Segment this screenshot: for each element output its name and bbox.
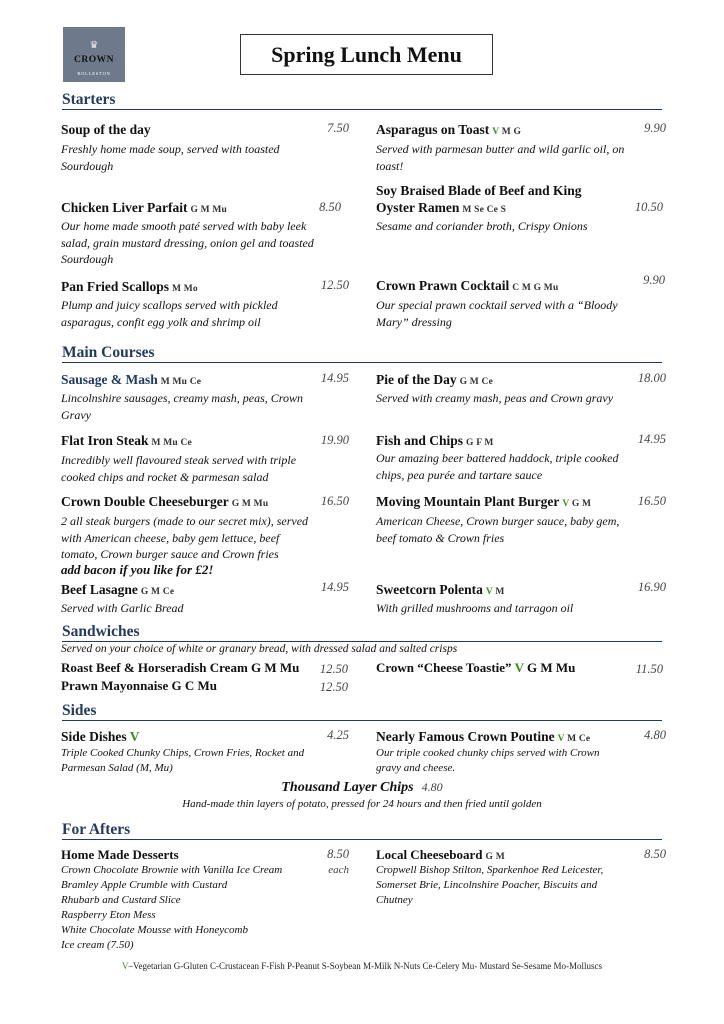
dish-description: Our triple cooked chunky chips served with Crown gravy and cheese. [376,747,600,774]
dish-description: Incredibly well flavoured steak served with triple cooked chips and rocket & parmesan salad [61,453,297,484]
dish-description: Freshly home made soup, served with toasted Sourdough [61,142,280,173]
dish-description: Our amazing beer battered haddock, triple cooked chips, pea purée and tartare sauce [376,451,619,482]
dish-name: Prawn Mayonnaise G C Mu [61,678,217,693]
dish-description: American Cheese, Crown burger sauce, baby gem, beef tomato & Crown fries [376,514,620,545]
dish-name: Pan Fried Scallops M Mo [61,279,198,294]
dish-name: Sausage & Mash M Mu Ce [61,372,202,387]
dish-name: Sweetcorn Polenta V M [376,582,505,597]
dish-price: 16.90 [637,580,666,594]
dish-price: 12.50 [319,680,348,694]
dish-price: 12.50 [320,278,349,292]
dish-name: Asparagus on Toast V M G [376,122,522,137]
dish-price: 18.00 [637,371,666,385]
logo-sub: ROLLESTON [77,71,111,76]
dish-price: 4.25 [327,728,349,742]
list-item: White Chocolate Mousse with Honeycomb [61,924,248,936]
dish-price: 12.50 [319,662,348,676]
section-starters [62,91,662,110]
list-item: Raspberry Eton Mess [61,909,156,921]
dish-name: Side Dishes V [61,729,140,744]
list-item: Rhubarb and Custard Slice [61,894,181,906]
dish-description: Plump and juicy scallops served with pickled asparagus, confit egg yolk and shrimp oil [61,298,278,329]
dish-description: Lincolnshire sausages, creamy mash, peas, Crown Gravy [61,391,303,422]
section-main-courses [62,344,662,363]
dish-price: 19.90 [320,433,349,447]
logo-name: CROWN [74,55,114,65]
dish-name: Beef Lasagne G M Ce [61,582,175,597]
dish-description: Our special prawn cocktail served with a “Bloody Mary” dressing [376,298,618,329]
dish-price: 4.80 [421,780,443,794]
price-note: each [328,864,349,876]
dish-price: 4.80 [644,728,666,742]
dish-description: 2 all steak burgers (made to our secret mix), served with American cheese, baby gem lettuce, beef tomato, Crown burger sauce and Crown fries [61,514,309,561]
dish-price: 14.95 [637,432,666,446]
dish-name: Thousand Layer Chips [281,780,414,795]
thousand-layer-chips [0,778,724,796]
dish-name: Crown Prawn Cocktail C M G Mu [376,278,559,293]
dish-description: Served with Garlic Bread [61,601,184,615]
section-heading: Sides [62,702,97,719]
dish-description: Cropwell Bishop Stilton, Sparkenhoe Red Leicester, Somerset Brie, Lincolnshire Poacher, Biscuits and Chutney [376,864,604,906]
dish-price: 16.50 [637,494,666,508]
dish-description: Sesame and coriander broth, Crispy Onions [376,219,588,233]
dish-name: Pie of the Day G M Ce [376,372,493,387]
list-item: Bramley Apple Crumble with Custard [61,879,228,891]
vegetarian-key: V [122,961,129,971]
dish-price: 14.95 [320,580,349,594]
section-heading: Sandwiches [62,623,140,640]
dish-price: 10.50 [634,200,663,214]
dish-name: Nearly Famous Crown Poutine V M Ce [376,729,591,744]
section-sides [62,702,662,721]
dish-name: Crown Double Cheeseburger G M Mu [61,494,269,509]
crown-logo [63,27,125,82]
section-for-afters [62,821,662,840]
dish-name: Home Made Desserts [61,847,179,862]
dish-description: Hand-made thin layers of potato, pressed for 24 hours and then fried until golden [182,798,542,810]
list-item: Crown Chocolate Brownie with Vanilla Ice Cream [61,864,283,876]
section-heading: For Afters [62,821,131,838]
menu-title: Spring Lunch Menu [240,34,493,75]
dish-name: Crown “Cheese Toastie” V G M Mu [376,660,576,675]
section-heading: Starters [62,91,116,108]
dish-description: Served with creamy mash, peas and Crown gravy [376,391,614,405]
allergen-legend [0,961,724,971]
bacon-addon: add bacon if you like for £2! [61,562,214,577]
dish-name: Flat Iron Steak M Mu Ce [61,433,192,448]
dish-price: 9.90 [644,121,666,135]
dish-description: Our home made smooth paté served with baby leek salad, grain mustard dressing, onion gel and toasted Sourdough [61,219,314,266]
legend-text: –Vegetarian G-Gluten C-Crustacean F-Fish P-Peanut S-Soybean M-Milk N-Nuts Ce-Celery Mu- Mustard Se-Sesame Mo-Molluscs [128,961,602,971]
list-item: Ice cream (7.50) [61,939,134,951]
dish-description: Triple Cooked Chunky Chips, Crown Fries, Rocket and Parmesan Salad (M, Mu) [61,747,305,774]
dish-name: Moving Mountain Plant Burger V G M [376,494,592,509]
crown-icon: ♛ [89,40,99,51]
dish-name: Chicken Liver Parfait G M Mu [61,200,228,215]
dish-name: Soy Braised Blade of Beef and King Oyster Ramen M Se Ce S [376,183,582,215]
sandwich-intro: Served on your choice of white or granary bread, with dressed salad and salted crisps [61,643,458,655]
section-heading: Main Courses [62,344,155,361]
dish-price: 11.50 [635,662,663,676]
dish-name: Fish and Chips G F M [376,433,494,448]
dish-price: 7.50 [327,121,349,135]
dessert-list [61,863,321,953]
dish-price: 14.95 [320,371,349,385]
dish-price: 9.90 [643,273,665,287]
dish-description: Served with parmesan butter and wild garlic oil, on toast! [376,142,625,173]
dish-price: 16.50 [320,494,349,508]
dish-name: Soup of the day [61,122,151,137]
dish-price: 8.50 [327,847,349,861]
dish-price: 8.50 [644,847,666,861]
dish-name: Local Cheeseboard G M [376,847,505,862]
dish-description: With grilled mushrooms and tarragon oil [376,601,574,615]
dish-name: Roast Beef & Horseradish Cream G M Mu [61,660,300,675]
dish-price: 8.50 [319,200,341,214]
section-sandwiches [62,623,662,642]
